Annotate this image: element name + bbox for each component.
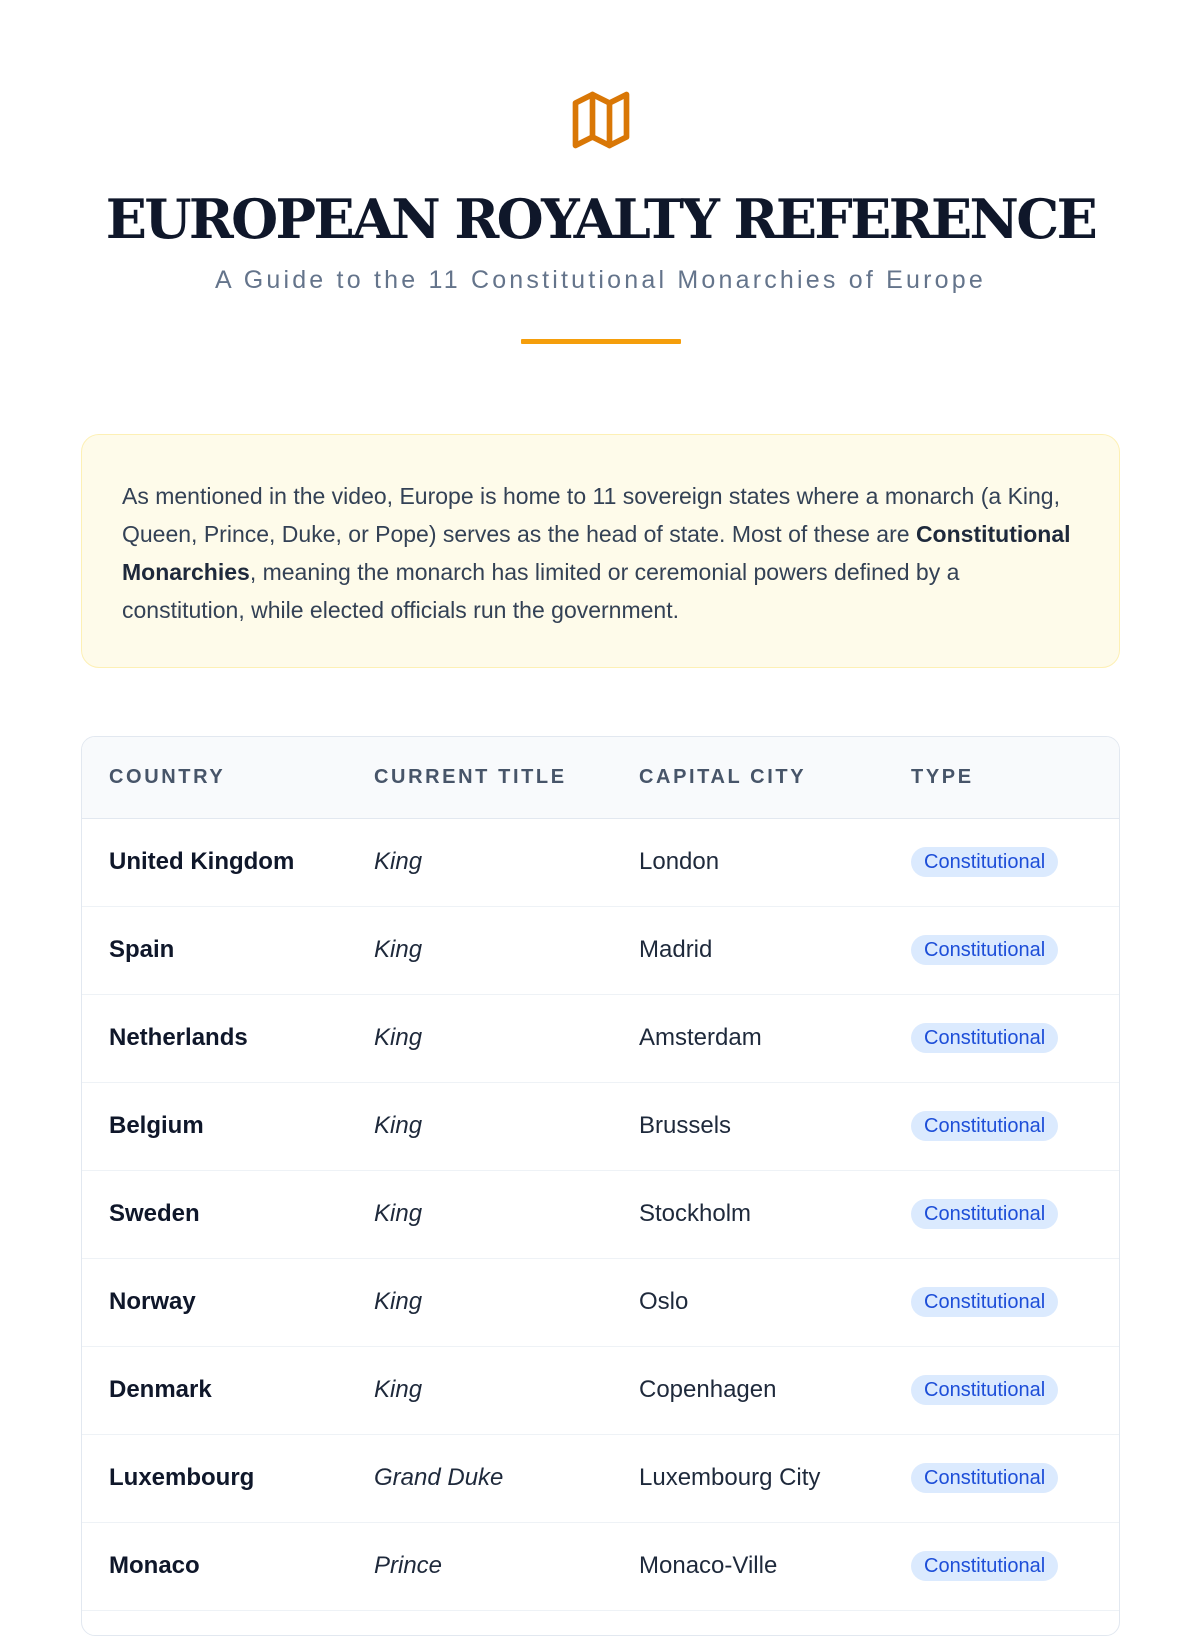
table-row xyxy=(82,1170,1120,1258)
type-badge: Constitutional xyxy=(911,1023,1058,1053)
page xyxy=(81,0,1120,1579)
capital-cell: Oslo xyxy=(612,1258,884,1346)
country-cell: Netherlands xyxy=(82,994,347,1082)
title-divider xyxy=(521,339,681,344)
header xyxy=(81,0,1120,344)
table-row xyxy=(82,994,1120,1082)
title-cell: Grand Duke xyxy=(347,1434,612,1522)
table-row xyxy=(82,1082,1120,1170)
type-cell xyxy=(884,1258,1120,1346)
type-cell xyxy=(884,1346,1120,1434)
title-cell: King xyxy=(347,1170,612,1258)
type-badge: Constitutional xyxy=(911,1199,1058,1229)
capital-cell: Brussels xyxy=(612,1082,884,1170)
capital-cell: Stockholm xyxy=(612,1170,884,1258)
country-cell: Denmark xyxy=(82,1346,347,1434)
table-row xyxy=(82,1346,1120,1434)
type-cell xyxy=(884,994,1120,1082)
intro-text-after: , meaning the monarch has limited or ceremonial powers defined by a constitution, while elected officials run the government. xyxy=(122,559,960,623)
country-cell: Norway xyxy=(82,1258,347,1346)
intro-callout xyxy=(81,434,1120,668)
country-cell: Monaco xyxy=(82,1522,347,1610)
map-icon xyxy=(567,86,635,154)
title-cell: Prince xyxy=(347,1522,612,1610)
type-cell xyxy=(884,1082,1120,1170)
table-row xyxy=(82,1522,1120,1610)
type-badge: Constitutional xyxy=(911,935,1058,965)
table-row xyxy=(82,1258,1120,1346)
country-cell: United Kingdom xyxy=(82,818,347,906)
type-badge: Constitutional xyxy=(911,1463,1058,1493)
title-cell: King xyxy=(347,818,612,906)
intro-text-before: As mentioned in the video, Europe is home to 11 sovereign states where a monarch (a King, Queen, Prince, Duke, or Pope) serves as the head of state. Most of these are xyxy=(122,483,1060,547)
type-cell xyxy=(884,818,1120,906)
intro-bold-term: Constitutional Monarchies xyxy=(122,521,1071,585)
capital-cell: Madrid xyxy=(612,906,884,994)
header-capital-city: CAPITAL CITY xyxy=(612,737,884,818)
capital-cell: Copenhagen xyxy=(612,1346,884,1434)
header-type: TYPE xyxy=(884,737,1120,818)
type-badge: Constitutional xyxy=(911,1375,1058,1405)
title-cell: King xyxy=(347,1346,612,1434)
title-cell: King xyxy=(347,906,612,994)
intro-text xyxy=(122,477,1079,629)
table-row xyxy=(82,906,1120,994)
type-badge: Constitutional xyxy=(911,1287,1058,1317)
title-cell: King xyxy=(347,1082,612,1170)
table-row xyxy=(82,818,1120,906)
capital-cell: London xyxy=(612,818,884,906)
title-cell: King xyxy=(347,994,612,1082)
country-cell: Sweden xyxy=(82,1170,347,1258)
capital-cell: Amsterdam xyxy=(612,994,884,1082)
table-header-row xyxy=(82,737,1120,818)
table-row xyxy=(82,1434,1120,1522)
type-cell xyxy=(884,1434,1120,1522)
country-cell: Luxembourg xyxy=(82,1434,347,1522)
title-cell: King xyxy=(347,1258,612,1346)
header-current-title: CURRENT TITLE xyxy=(347,737,612,818)
type-badge: Constitutional xyxy=(911,847,1058,877)
type-badge: Constitutional xyxy=(911,1551,1058,1581)
header-country: COUNTRY xyxy=(82,737,347,818)
type-cell xyxy=(884,1522,1120,1610)
type-cell xyxy=(884,906,1120,994)
page-title: EUROPEAN ROYALTY REFERENCE xyxy=(105,187,1096,251)
country-cell: Spain xyxy=(82,906,347,994)
type-badge: Constitutional xyxy=(911,1111,1058,1141)
monarchies-table xyxy=(81,736,1120,1636)
country-cell: Belgium xyxy=(82,1082,347,1170)
capital-cell: Monaco-Ville xyxy=(612,1522,884,1610)
type-cell xyxy=(884,1170,1120,1258)
page-subtitle: A Guide to the 11 Constitutional Monarchies of Europe xyxy=(215,266,986,294)
capital-cell: Luxembourg City xyxy=(612,1434,884,1522)
